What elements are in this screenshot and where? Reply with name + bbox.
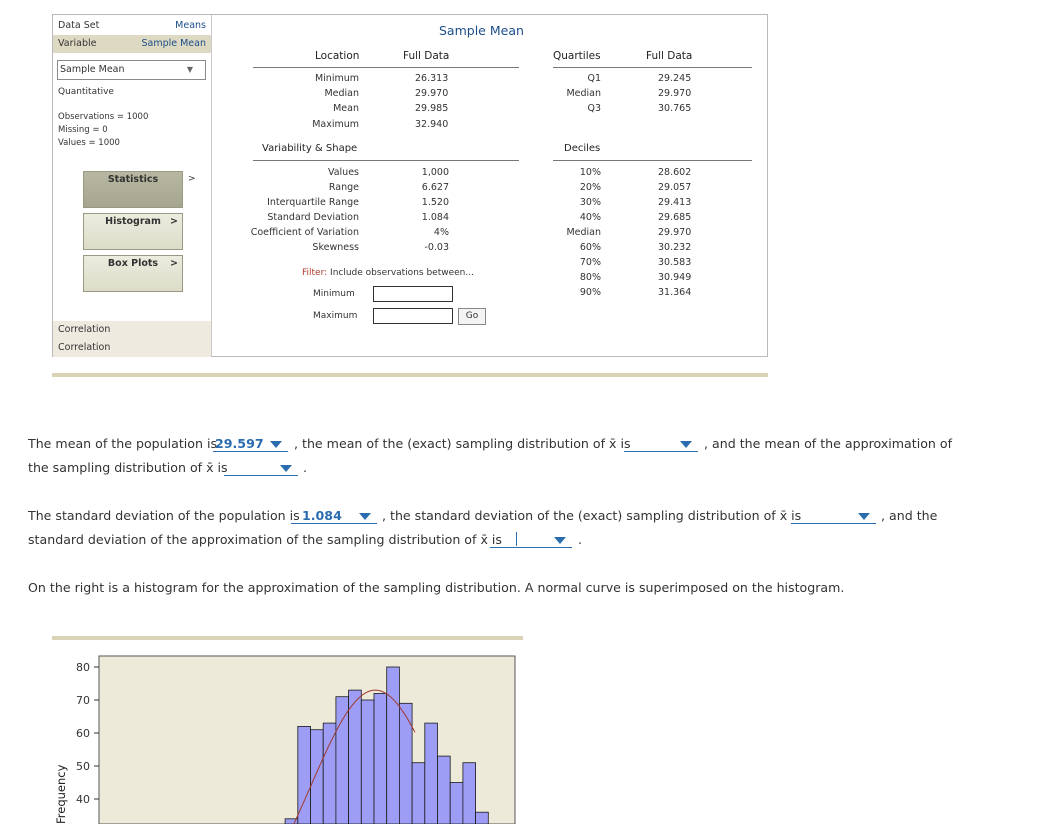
filter-text: Include observations between... — [330, 268, 474, 278]
section-divider — [52, 373, 768, 377]
decile-value: 29.970 — [658, 227, 692, 238]
filter-max-input[interactable] — [373, 308, 453, 324]
location-value: 29.970 — [415, 88, 449, 99]
location-value: 26.313 — [415, 73, 449, 84]
decile-value: 29.413 — [658, 197, 692, 208]
variable-label: Variable — [58, 38, 97, 49]
mean-population-dropdown[interactable] — [213, 436, 288, 452]
panel-title: Sample Mean — [439, 23, 524, 38]
deciles-rule — [553, 160, 752, 161]
decile-label: 90% — [579, 287, 601, 298]
decile-label: 40% — [579, 212, 601, 223]
quartiles-header: Quartiles — [553, 50, 601, 62]
quartile-label: Median — [566, 88, 601, 99]
variability-label: Coefficient of Variation — [250, 227, 359, 238]
quartile-label: Q1 — [587, 73, 601, 84]
correlation-label-1: Correlation — [58, 324, 111, 335]
filter-min-label: Minimum — [313, 289, 355, 299]
location-label: Minimum — [314, 73, 359, 84]
p1-text-a: The mean of the population is — [28, 436, 218, 451]
correlation-row-1[interactable] — [53, 321, 211, 339]
mean-population-value: 29.597 — [215, 436, 264, 451]
quartile-value: 29.970 — [658, 88, 692, 99]
decile-value: 31.364 — [658, 287, 692, 298]
histogram-svg — [52, 654, 518, 824]
p2-text-c: , and the — [881, 508, 938, 523]
deciles-header: Deciles — [564, 143, 601, 154]
values-count: Values = 1000 — [58, 138, 120, 148]
histogram-bar — [387, 667, 400, 824]
chevron-down-icon: ▼ — [186, 65, 193, 74]
decile-label: 60% — [579, 242, 601, 253]
dropdown-arrow-icon — [280, 465, 292, 472]
dropdown-arrow-icon — [554, 537, 566, 544]
variable-row[interactable] — [53, 35, 211, 53]
box-plots-arrow-icon: > — [170, 258, 178, 269]
variability-value: 1,000 — [421, 167, 449, 178]
decile-value: 29.057 — [658, 182, 692, 193]
observations-count: Observations = 1000 — [58, 112, 149, 122]
variability-header: Variability & Shape — [262, 143, 358, 154]
decile-label: 30% — [579, 197, 601, 208]
variability-value: 1.084 — [421, 212, 449, 223]
decile-label: 10% — [579, 167, 601, 178]
correlation-row-2[interactable] — [53, 339, 211, 357]
y-tick-label: 60 — [76, 727, 90, 740]
location-rule — [253, 67, 519, 68]
variability-label: Standard Deviation — [267, 212, 359, 223]
decile-value: 30.949 — [658, 272, 692, 283]
full-data-header: Full Data — [403, 50, 450, 62]
location-header: Location — [315, 50, 360, 62]
variability-value: 4% — [433, 227, 449, 238]
y-axis-label: Frequency — [54, 764, 68, 824]
histogram-chart — [52, 654, 518, 824]
variable-select[interactable] — [57, 60, 206, 80]
decile-value: 30.583 — [658, 257, 692, 268]
variability-label: Skewness — [312, 242, 359, 253]
histogram-bar — [463, 763, 476, 824]
correlation-label-2: Correlation — [58, 342, 111, 353]
histogram-bar — [438, 756, 451, 824]
histogram-bar — [476, 812, 489, 824]
p2-text-e: . — [578, 532, 583, 547]
p2-text-a: The standard deviation of the population is — [28, 508, 300, 523]
location-value: 32.940 — [415, 119, 449, 130]
box-plots-button-label: Box Plots — [107, 258, 159, 269]
dropdown-arrow-icon — [858, 513, 870, 520]
decile-label: 20% — [579, 182, 601, 193]
box-plots-button[interactable] — [83, 255, 183, 292]
histogram-bar — [336, 697, 349, 824]
histogram-bar — [311, 730, 324, 824]
p1-text-c: , and the mean of the approximation of — [704, 436, 953, 451]
dropdown-arrow-icon — [270, 441, 282, 448]
dropdown-arrow-icon — [680, 441, 692, 448]
histogram-bar — [323, 723, 336, 824]
p2-text-d: standard deviation of the approximation of the sampling distribution of x̄ is — [28, 532, 502, 547]
dropdown-arrow-icon — [359, 513, 371, 520]
p2-text-b: , the standard deviation of the (exact) sampling distribution of x̄ is — [382, 508, 802, 523]
y-tick-label: 50 — [76, 760, 90, 773]
variable-select-value: Sample Mean — [60, 64, 125, 75]
mean-approx-dropdown[interactable] — [224, 460, 298, 476]
decile-value: 29.685 — [658, 212, 692, 223]
text-cursor — [516, 532, 517, 546]
variability-value: -0.03 — [424, 242, 449, 253]
decile-value: 30.232 — [658, 242, 692, 253]
variability-label: Range — [328, 182, 359, 193]
histogram-bar — [399, 703, 412, 824]
quartile-value: 30.765 — [658, 103, 692, 114]
variability-rule — [253, 160, 519, 161]
variability-value: 6.627 — [421, 182, 449, 193]
variability-label: Interquartile Range — [267, 197, 359, 208]
histogram-arrow-icon: > — [170, 216, 178, 227]
quartile-value: 29.245 — [658, 73, 692, 84]
p3-text: On the right is a histogram for the approximation of the sampling distribution. A normal curve is superimposed on the histogram. — [28, 580, 845, 595]
data-set-value[interactable]: Means — [175, 20, 206, 31]
go-button[interactable]: Go — [458, 308, 486, 325]
decile-label: 80% — [579, 272, 601, 283]
statistics-arrow-icon[interactable]: > — [188, 174, 196, 184]
histogram-bar — [349, 690, 362, 824]
stats-applet — [52, 14, 768, 357]
location-label: Median — [324, 88, 359, 99]
histogram-button[interactable] — [83, 213, 183, 250]
decile-value: 28.602 — [658, 167, 692, 178]
histogram-bar — [412, 763, 425, 824]
sidebar — [53, 15, 212, 356]
location-value: 29.985 — [415, 103, 449, 114]
histogram-bar — [374, 693, 387, 824]
filter-max-label: Maximum — [313, 311, 358, 321]
histogram-bar — [298, 726, 311, 824]
chart-divider — [52, 636, 523, 640]
variable-value[interactable]: Sample Mean — [141, 38, 206, 49]
data-set-label: Data Set — [58, 20, 100, 31]
histogram-bar — [450, 783, 463, 825]
y-tick-label: 80 — [76, 661, 90, 674]
full-data-header-2: Full Data — [646, 50, 693, 62]
histogram-bar — [361, 700, 374, 824]
filter-prefix: Filter: — [302, 268, 328, 278]
location-label: Maximum — [312, 119, 359, 130]
y-tick-label: 70 — [76, 694, 90, 707]
variability-label: Values — [327, 167, 359, 178]
sd-exact-dropdown[interactable] — [791, 508, 876, 524]
location-label: Mean — [333, 103, 359, 114]
missing-count: Missing = 0 — [58, 125, 108, 135]
data-set-row[interactable] — [53, 17, 211, 35]
sd-approx-dropdown[interactable] — [490, 532, 572, 548]
filter-label — [302, 268, 474, 278]
decile-label: 70% — [579, 257, 601, 268]
quartiles-rule — [553, 67, 752, 68]
statistics-button[interactable] — [83, 171, 183, 208]
p1-text-d: the sampling distribution of x̄ is — [28, 460, 228, 475]
statistics-button-label: Statistics — [107, 174, 159, 185]
sd-population-dropdown[interactable] — [291, 508, 377, 524]
p1-text-b: , the mean of the (exact) sampling distribution of x̄ is — [294, 436, 631, 451]
histogram-button-label: Histogram — [105, 216, 161, 227]
quartile-label: Q3 — [587, 103, 601, 114]
p1-text-e: . — [303, 460, 308, 475]
y-tick-label: 40 — [76, 793, 90, 806]
filter-min-input[interactable] — [373, 286, 453, 302]
variable-type: Quantitative — [58, 87, 114, 97]
sd-population-value: 1.084 — [302, 508, 342, 523]
decile-label: Median — [566, 227, 601, 238]
mean-exact-dropdown[interactable] — [624, 436, 698, 452]
variability-value: 1.520 — [421, 197, 449, 208]
histogram-bar — [425, 723, 438, 824]
